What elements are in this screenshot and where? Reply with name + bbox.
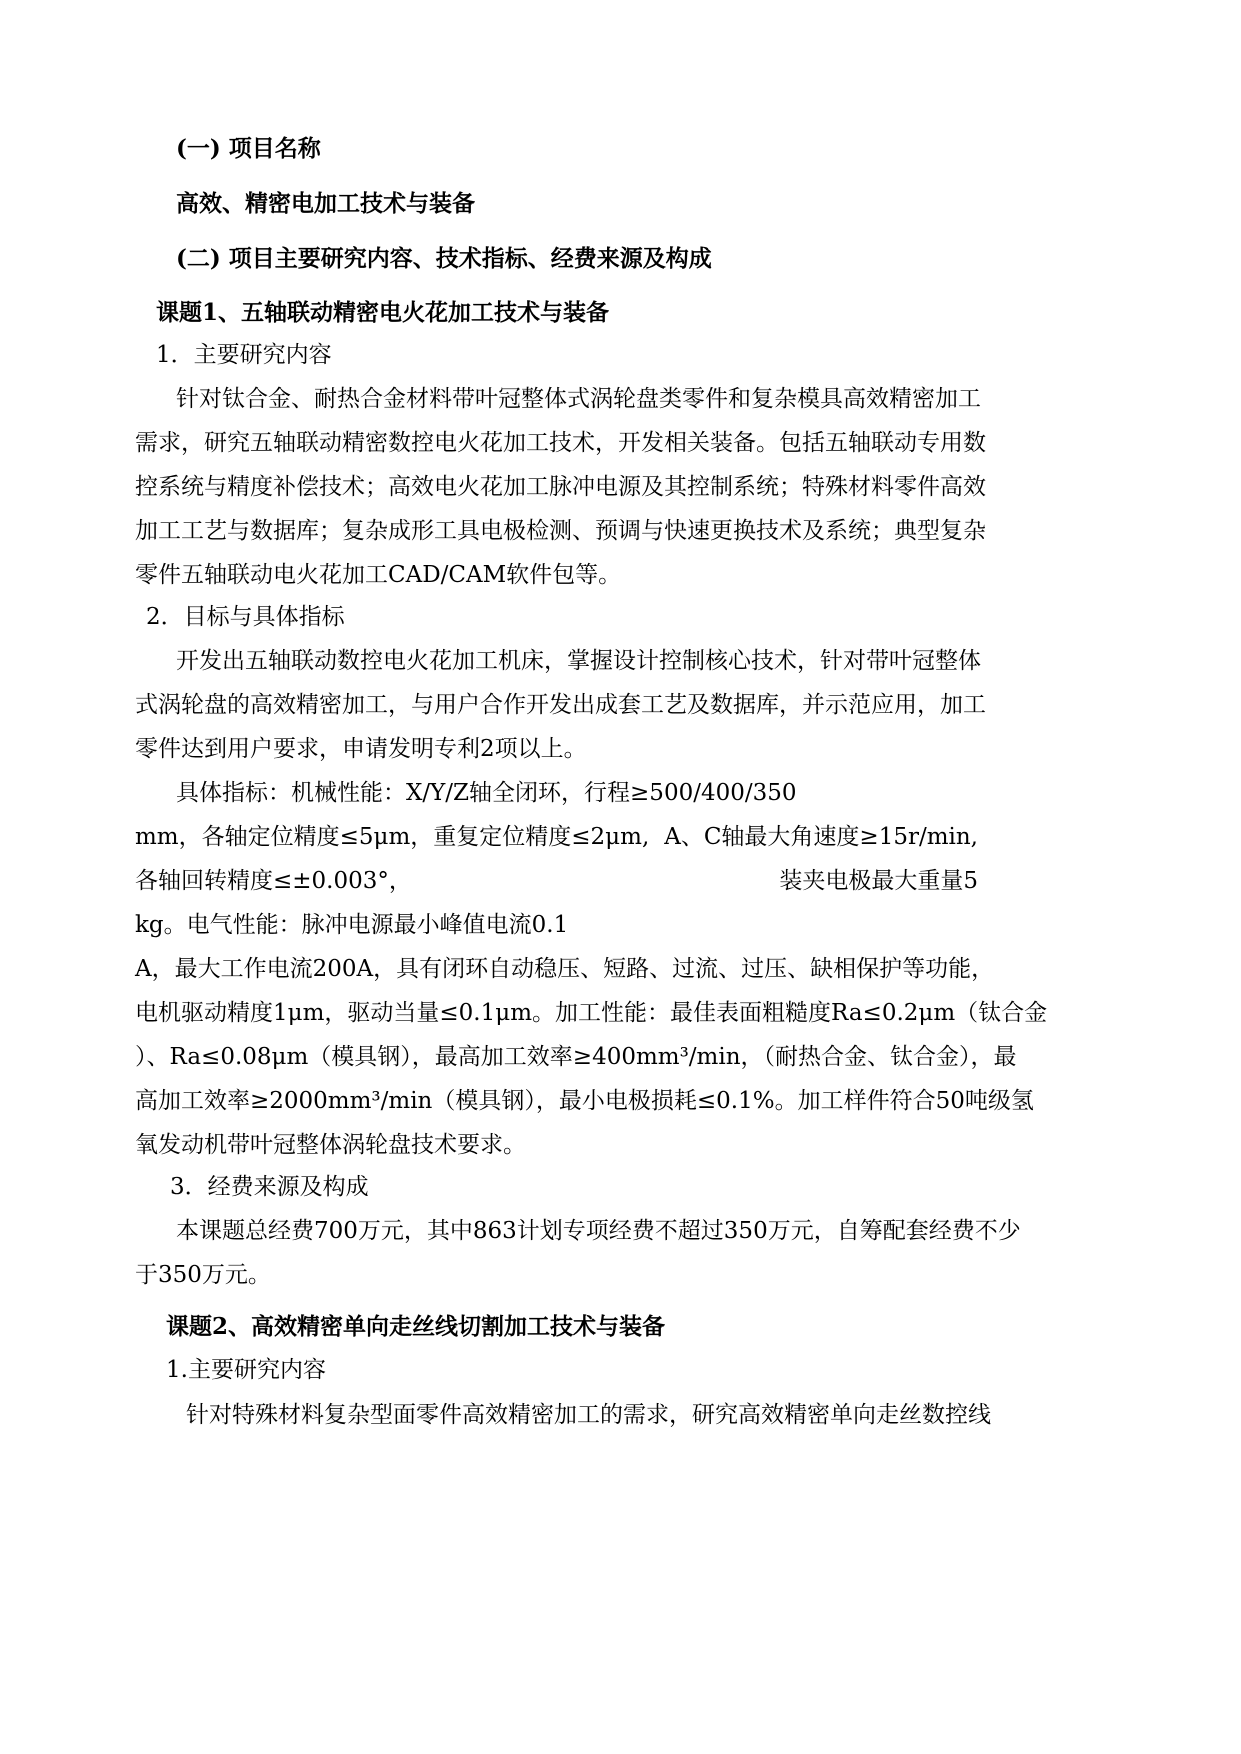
topic1-item2-heading: 2．目标与具体指标 bbox=[146, 604, 345, 630]
topic1-item1-heading: 1．主要研究内容 bbox=[156, 342, 332, 368]
topic1-goal-line: 零件达到用户要求，申请发明专利2项以上。 bbox=[135, 736, 587, 762]
topic1-spec-line-right: A、C轴最大角速度≥15r/min, bbox=[664, 824, 978, 850]
section2-heading: (二) 项目主要研究内容、技术指标、经费来源及构成 bbox=[176, 245, 712, 272]
topic1-spec-line: kg。电气性能：脉冲电源最小峰值电流0.1 bbox=[135, 912, 569, 938]
topic2-title: 课题2、高效精密单向走丝线切割加工技术与装备 bbox=[166, 1313, 666, 1340]
topic1-content-line: 控系统与精度补偿技术；高效电火花加工脉冲电源及其控制系统；特殊材料零件高效 bbox=[135, 474, 986, 500]
topic1-spec-line: 氧发动机带叶冠整体涡轮盘技术要求。 bbox=[135, 1132, 526, 1158]
topic1-content-line: 加工工艺与数据库；复杂成形工具电极检测、预调与快速更换技术及系统；典型复杂 bbox=[135, 518, 986, 544]
topic2-item1-heading: 1.主要研究内容 bbox=[166, 1357, 326, 1383]
topic1-funding-line: 于350万元。 bbox=[135, 1262, 271, 1288]
topic1-content-line: 针对钛合金、耐热合金材料带叶冠整体式涡轮盘类零件和复杂模具高效精密加工 bbox=[176, 386, 981, 412]
topic1-goal-line: 开发出五轴联动数控电火花加工机床，掌握设计控制核心技术，针对带叶冠整体 bbox=[176, 648, 981, 674]
topic1-spec-line: 电机驱动精度1μm，驱动当量≤0.1μm。加工性能：最佳表面粗糙度Ra≤0.2μm（钛合金 bbox=[135, 1000, 1048, 1026]
topic1-spec-line: 各轴回转精度≤±0.003°， bbox=[135, 868, 412, 894]
project-name: 高效、精密电加工技术与装备 bbox=[176, 190, 475, 217]
topic1-title: 课题1、五轴联动精密电火花加工技术与装备 bbox=[156, 299, 610, 326]
topic1-goal-line: 式涡轮盘的高效精密加工，与用户合作开发出成套工艺及数据库，并示范应用，加工 bbox=[135, 692, 986, 718]
topic1-content-line: 零件五轴联动电火花加工CAD/CAM软件包等。 bbox=[135, 562, 622, 588]
topic2-content-line: 针对特殊材料复杂型面零件高效精密加工的需求，研究高效精密单向走丝数控线 bbox=[186, 1402, 991, 1428]
topic1-spec-line-right: 装夹电极最大重量5 bbox=[779, 868, 978, 894]
topic1-funding-line: 本课题总经费700万元，其中863计划专项经费不超过350万元，自筹配套经费不少 bbox=[176, 1218, 1021, 1244]
topic1-content-line: 需求，研究五轴联动精密数控电火花加工技术，开发相关装备。包括五轴联动专用数 bbox=[135, 430, 986, 456]
topic1-item3-heading: 3．经费来源及构成 bbox=[170, 1174, 369, 1200]
topic1-spec-line: mm，各轴定位精度≤5μm，重复定位精度≤2μm, bbox=[135, 824, 650, 850]
topic1-spec-line: A，最大工作电流200A，具有闭环自动稳压、短路、过流、过压、缺相保护等功能， bbox=[135, 956, 995, 982]
section1-heading: (一) 项目名称 bbox=[176, 135, 321, 162]
topic1-spec-line: 具体指标：机械性能：X/Y/Z轴全闭环，行程≥500/400/350 bbox=[176, 780, 797, 806]
topic1-spec-line: 高加工效率≥2000mm³/min（模具钢），最小电极损耗≤0.1%。加工样件符合50吨级氢 bbox=[135, 1088, 1034, 1114]
topic1-spec-line: ）、Ra≤0.08μm（模具钢），最高加工效率≥400mm³/min，（耐热合金、钛合金），最 bbox=[135, 1044, 1017, 1070]
